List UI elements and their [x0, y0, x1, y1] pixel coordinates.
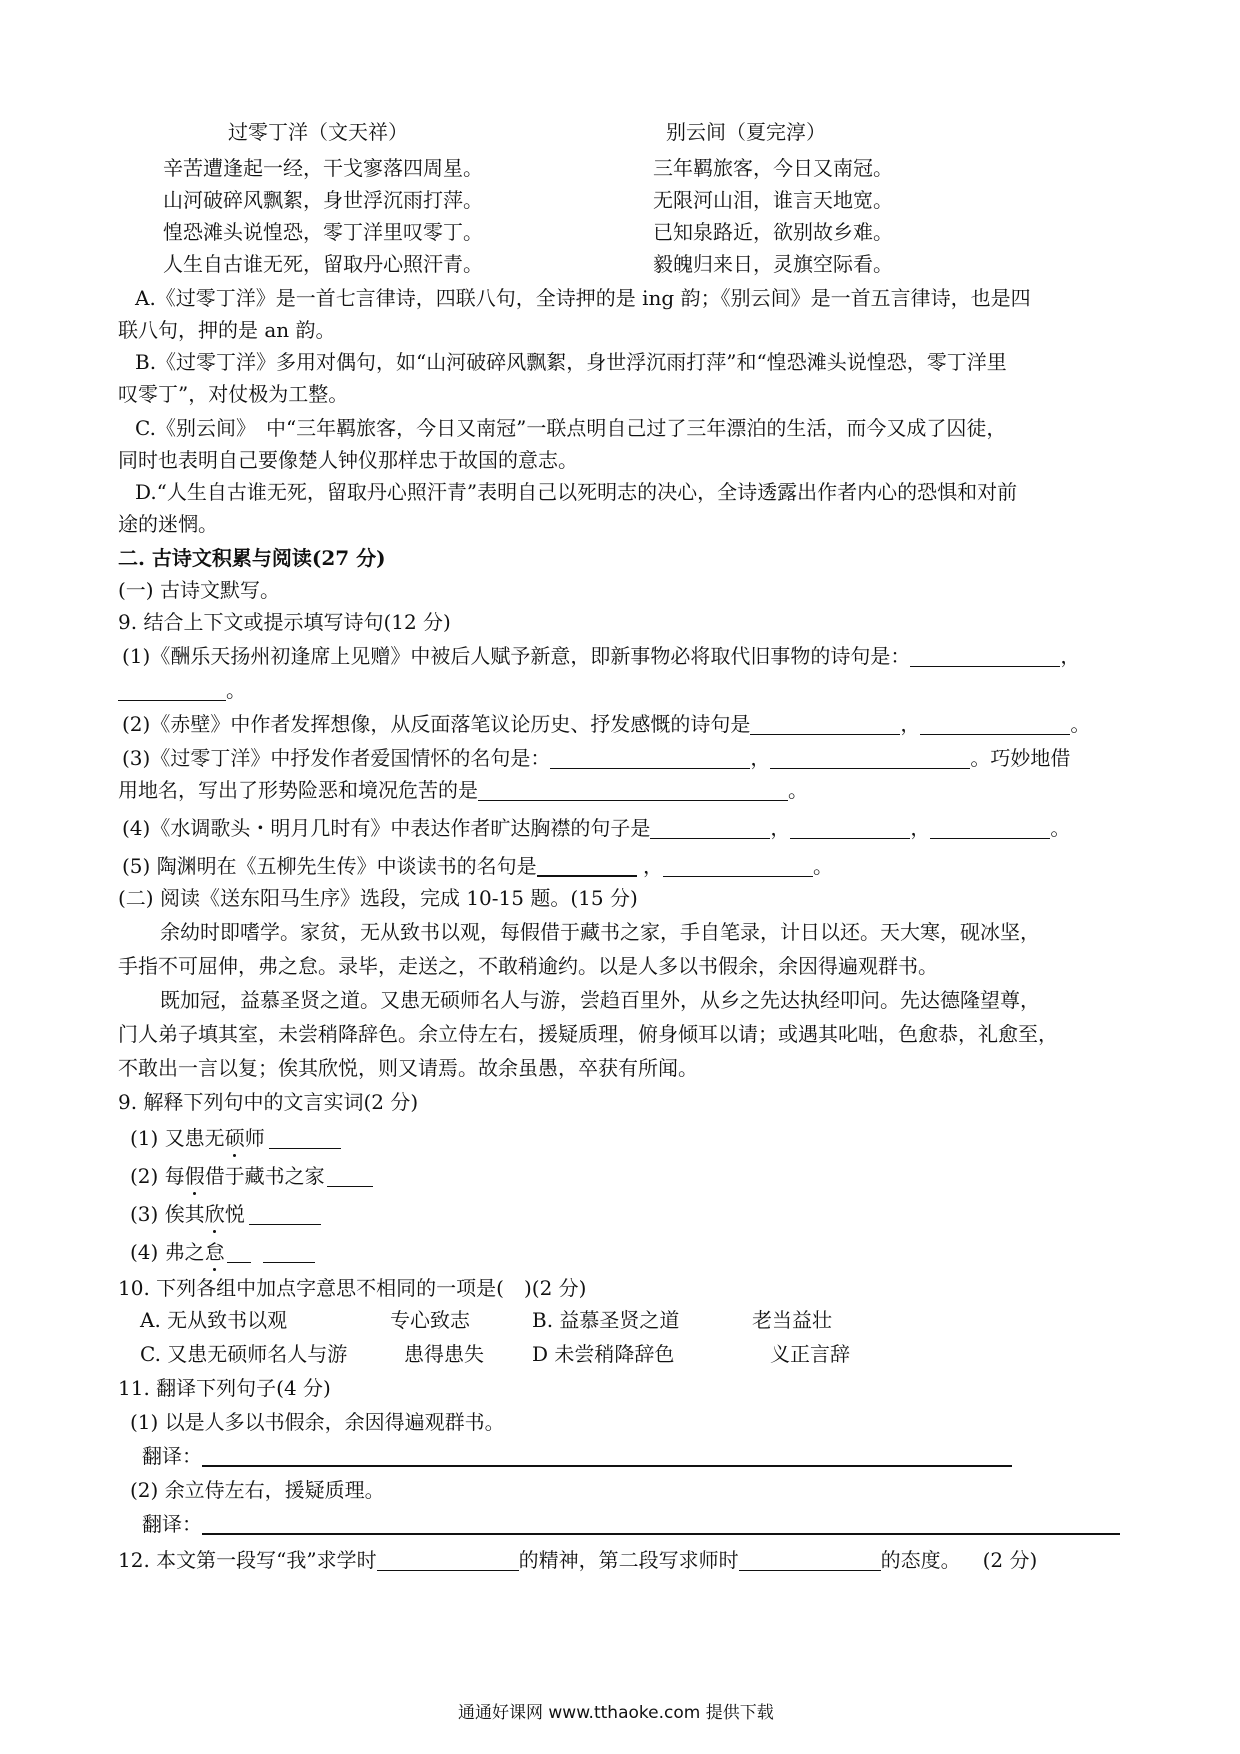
q11-sentence-2: (2) 余立侍左右，援疑质理。	[130, 1478, 385, 1502]
answer-blank[interactable]	[249, 1204, 321, 1225]
answer-blank[interactable]	[269, 1128, 341, 1149]
question-9-title: 9. 结合上下文或提示填写诗句(12 分)	[118, 610, 451, 634]
passage-line: 手指不可屈伸，弗之怠。录毕，走送之，不敢稍逾约。以是人多以书假余，余因得遍观群书。	[118, 954, 938, 978]
q11-answer-2: 翻译：	[142, 1510, 1120, 1538]
question-12: 12. 本文第一段写“我”求学时 的精神，第二段写求师时 的态度。 (2 分)	[118, 1548, 1038, 1572]
poem-right-title: 别云间（夏完淳）	[666, 120, 826, 144]
q10-option-a-compare: 专心致志	[390, 1308, 470, 1332]
answer-blank[interactable]	[227, 1242, 251, 1263]
q10-option-d-compare: 义正言辞	[770, 1342, 850, 1366]
passage-line: 既加冠，益慕圣贤之道。又患无硕师名人与游，尝趋百里外，从乡之先达执经叩问。先达德隆望尊，	[160, 988, 1040, 1012]
question-9-1-cont: 。	[118, 676, 246, 704]
option-d-line2: 途的迷惘。	[118, 512, 218, 536]
q10-option-c-compare: 患得患失	[404, 1342, 484, 1366]
poem-left-line: 辛苦遭逢起一经，干戈寥落四周星。	[163, 156, 483, 180]
poem-right-line: 三年羁旅客，今日又南冠。	[653, 156, 893, 180]
passage-line: 门人弟子填其室，未尝稍降辞色。余立侍左右，援疑质理，俯身倾耳以请；或遇其叱咄，色愈恭，礼愈至，	[118, 1022, 1058, 1046]
poem-right-line: 已知泉路近，欲别故乡难。	[653, 220, 893, 244]
option-a-line2: 联八句，押的是 an 韵。	[118, 318, 336, 342]
vocab-item-2: (2) 每假借于藏书之家	[130, 1162, 373, 1190]
question-11-title: 11. 翻译下列句子(4 分)	[118, 1376, 331, 1400]
answer-blank[interactable]	[650, 818, 770, 839]
option-b-line2: 叹零丁”，对仗极为工整。	[118, 382, 349, 406]
q10-option-b: B. 益慕圣贤之道	[532, 1308, 680, 1332]
poem-left-line: 山河破碎风飘絮，身世浮沉雨打萍。	[163, 188, 483, 212]
poem-left-title: 过零丁洋（文天祥）	[228, 120, 408, 144]
option-c-line2: 同时也表明自己要像楚人钟仪那样忠于故国的意志。	[118, 448, 578, 472]
answer-blank[interactable]	[770, 748, 970, 769]
answer-blank[interactable]	[327, 1166, 373, 1187]
answer-blank[interactable]	[377, 1550, 519, 1571]
q11-answer-1: 翻译：	[142, 1442, 1012, 1470]
poem-left-line: 惶恐滩头说惶恐，零丁洋里叹零丁。	[163, 220, 483, 244]
answer-blank[interactable]	[118, 680, 226, 701]
question-9-5: (5) 陶渊明在《五柳先生传》中谈读书的名句是 ， 。	[122, 854, 834, 878]
poem-right-line: 毅魄归来日，灵旗空际看。	[653, 252, 893, 276]
vocab-item-3: (3) 俟其欣悦	[130, 1200, 321, 1228]
q10-option-b-compare: 老当益壮	[752, 1308, 832, 1332]
answer-blank[interactable]	[550, 748, 750, 769]
answer-blank[interactable]	[739, 1550, 881, 1571]
q11-sentence-1: (1) 以是人多以书假余，余因得遍观群书。	[130, 1410, 505, 1434]
answer-blank[interactable]	[930, 818, 1050, 839]
option-a-line1: A.《过零丁洋》是一首七言律诗，四联八句，全诗押的是 ing 韵；《别云间》是一首五言律诗，也是四	[135, 286, 1031, 310]
passage-line: 不敢出一言以复；俟其欣悦，则又请焉。故余虽愚，卒获有所闻。	[118, 1056, 698, 1080]
answer-blank[interactable]	[263, 1242, 315, 1263]
question-9-3: (3)《过零丁洋》中抒发作者爱国情怀的名句是： ， 。巧妙地借	[122, 746, 1071, 770]
question-9-3-cont: 用地名，写出了形势险恶和境况危苦的是 。	[118, 778, 808, 802]
poem-right-line: 无限河山泪，谁言天地宽。	[653, 188, 893, 212]
answer-blank[interactable]	[663, 856, 813, 877]
subsection-heading: (二) 阅读《送东阳马生序》选段，完成 10-15 题。(15 分)	[118, 886, 638, 910]
answer-blank[interactable]	[750, 714, 900, 735]
q10-option-d: D 未尝稍降辞色	[532, 1342, 675, 1366]
section-heading: 二. 古诗文积累与阅读(27 分)	[118, 546, 386, 570]
option-b-line1: B.《过零丁洋》多用对偶句，如“山河破碎风飘絮，身世浮沉雨打萍”和“惶恐滩头说惶恐，零丁洋里	[135, 350, 1007, 374]
option-d-line1: D.“人生自古谁无死，留取丹心照汗青”表明自己以死明志的决心，全诗透露出作者内心的恐惧和对前	[135, 480, 1018, 504]
vocab-item-4: (4) 弗之怠	[130, 1238, 315, 1266]
answer-blank[interactable]	[478, 780, 788, 801]
page-footer: 通通好课网 www.tthaoke.com 提供下载	[458, 1703, 774, 1723]
option-c-line1: C.《别云间》 中“三年羁旅客，今日又南冠”一联点明自己过了三年漂泊的生活，而今又成了囚徒，	[135, 416, 1007, 440]
q10-option-a: A. 无从致书以观	[140, 1308, 288, 1332]
question-9-4: (4)《水调歌头・明月几时有》中表达作者旷达胸襟的句子是 ， ， 。	[122, 816, 1071, 840]
answer-blank[interactable]	[910, 646, 1060, 667]
answer-blank[interactable]	[790, 818, 910, 839]
poem-left-line: 人生自古谁无死，留取丹心照汗青。	[163, 252, 483, 276]
translation-answer-line[interactable]	[202, 1513, 1120, 1535]
question-vocab-title: 9. 解释下列句中的文言实词(2 分)	[118, 1090, 419, 1114]
subsection-heading: (一) 古诗文默写。	[118, 578, 280, 602]
answer-blank[interactable]	[920, 714, 1070, 735]
question-9-1: (1)《酬乐天扬州初逢席上见赠》中被后人赋予新意，即新事物必将取代旧事物的诗句是： ，	[122, 644, 1081, 668]
passage-line: 余幼时即嗜学。家贫，无从致书以观，每假借于藏书之家，手自笔录，计日以还。天大寒，砚冰坚，	[160, 920, 1040, 944]
q10-option-c: C. 又患无硕师名人与游	[140, 1342, 348, 1366]
translation-answer-line[interactable]	[202, 1445, 1012, 1467]
answer-blank[interactable]	[537, 855, 637, 877]
question-10-title: 10. 下列各组中加点字意思不相同的一项是( )(2 分)	[118, 1276, 587, 1300]
vocab-item-1: (1) 又患无硕师	[130, 1124, 341, 1152]
question-9-2: (2)《赤壁》中作者发挥想像，从反面落笔议论历史、抒发感慨的诗句是 ， 。	[122, 712, 1091, 736]
